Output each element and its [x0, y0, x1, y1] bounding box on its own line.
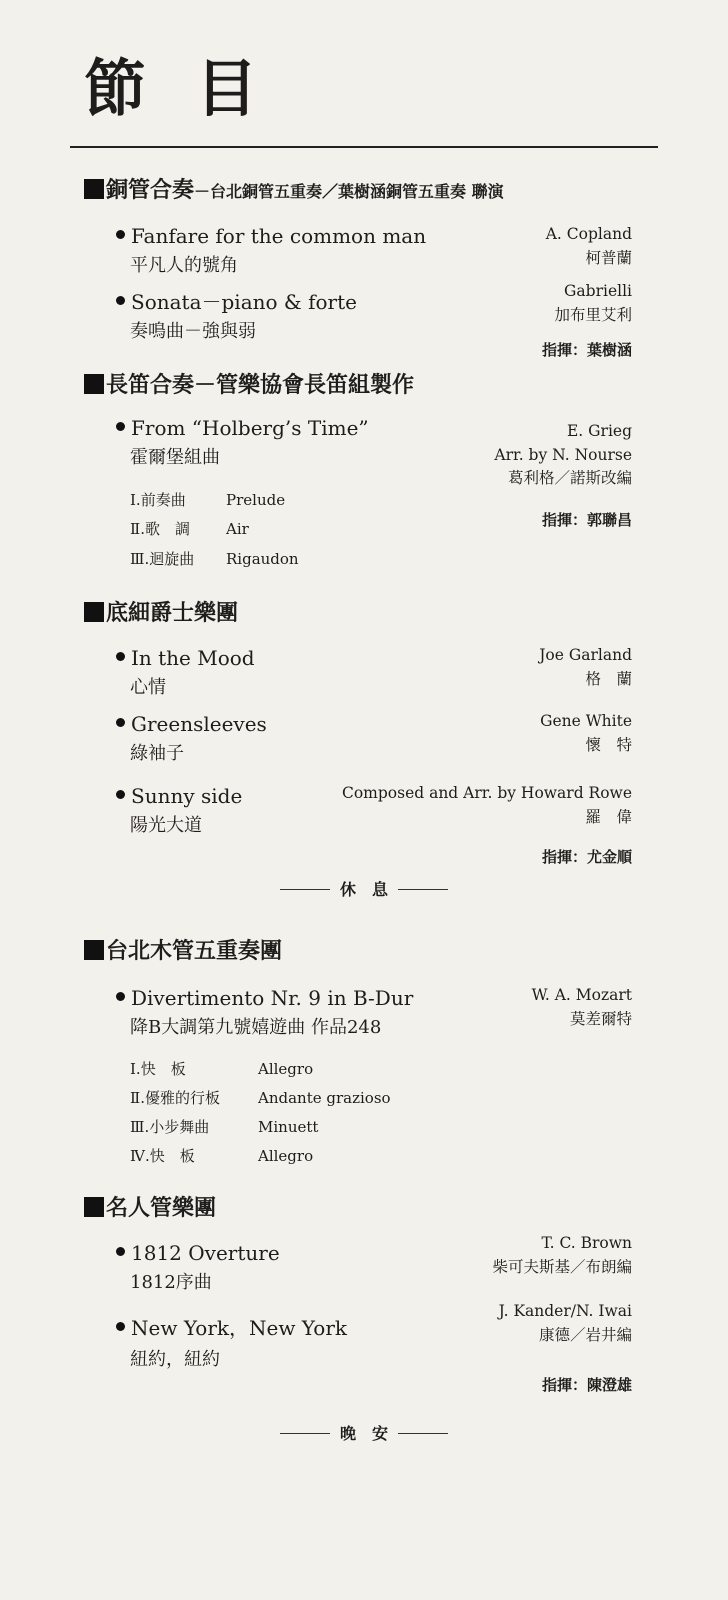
- bullet-icon: [116, 790, 125, 799]
- section-heading-woodwind: 台北木管五重奏團: [84, 940, 282, 963]
- bullet-icon: [116, 1247, 125, 1256]
- composer: E. Grieg Arr. by N. Nourse 葛利格／諾斯改編: [494, 422, 632, 487]
- bullet-icon: [116, 652, 125, 661]
- composer: Joe Garland 格 蘭: [539, 646, 632, 688]
- movement: Ⅰ.前奏曲 Prelude: [130, 491, 286, 509]
- section-heading-brass: 銅管合奏－台北銅管五重奏／葉樹涵銅管五重奏 聯演: [84, 179, 504, 202]
- conductor-label: 指揮：郭聯昌: [541, 511, 632, 529]
- section-heading-celebrity-band: 名人管樂團: [84, 1197, 216, 1220]
- composer: Gabrielli 加布里艾利: [554, 282, 632, 324]
- piece-title-zh: 平凡人的號角: [130, 255, 238, 276]
- title-divider: [70, 146, 658, 148]
- section-heading-jazz: 底細爵士樂團: [84, 602, 238, 625]
- movement: Ⅳ.快 板 Allegro: [130, 1147, 314, 1165]
- composer: W. A. Mozart 莫差爾特: [531, 986, 632, 1028]
- piece-title-zh: 綠袖子: [130, 743, 184, 764]
- piece-title-zh: 奏鳴曲－強與弱: [130, 321, 256, 342]
- conductor-label: 指揮：陳澄雄: [541, 1376, 632, 1394]
- page-title: 節 目: [84, 52, 272, 125]
- square-bullet-icon: [84, 1197, 104, 1217]
- square-bullet-icon: [84, 940, 104, 960]
- composer: T. C. Brown 柴可夫斯基／布朗編: [492, 1234, 632, 1276]
- piece-title-en: From “Holberg’s Time”: [116, 418, 369, 438]
- composer: Gene White 懷 特: [540, 712, 632, 754]
- movement: Ⅲ.迴旋曲 Rigaudon: [130, 550, 299, 568]
- piece-title-zh: 降B大調第九號嬉遊曲 作品248: [130, 1017, 382, 1038]
- composer: A. Copland 柯普蘭: [545, 225, 632, 267]
- piece-title-en: In the Mood: [116, 648, 255, 668]
- composer: Composed and Arr. by Howard Rowe 羅 偉: [341, 784, 632, 826]
- bullet-icon: [116, 992, 125, 1001]
- piece-title-en: Fanfare for the common man: [116, 226, 426, 246]
- composer: J. Kander/N. Iwai 康德／岩井編: [498, 1302, 632, 1344]
- movement: Ⅰ.快 板 Allegro: [130, 1060, 314, 1078]
- square-bullet-icon: [84, 602, 104, 622]
- bullet-icon: [116, 230, 125, 239]
- square-bullet-icon: [84, 374, 104, 394]
- piece-title-en: Sunny side: [116, 786, 242, 806]
- piece-title-en: New York，New York: [116, 1318, 347, 1338]
- piece-title-en: 1812 Overture: [116, 1243, 280, 1263]
- conductor-label: 指揮：葉樹涵: [541, 341, 632, 359]
- bullet-icon: [116, 718, 125, 727]
- movement: Ⅱ.優雅的行板 Andante grazioso: [130, 1089, 391, 1107]
- piece-title-en: Sonata－piano & forte: [116, 292, 357, 312]
- bullet-icon: [116, 422, 125, 431]
- movement: Ⅱ.歌 調 Air: [130, 520, 249, 538]
- intermission-divider: 休 息: [0, 882, 728, 898]
- square-bullet-icon: [84, 179, 104, 199]
- piece-title-zh: 紐約，紐約: [130, 1349, 220, 1370]
- piece-title-zh: 1812序曲: [130, 1272, 212, 1293]
- piece-title-zh: 陽光大道: [130, 815, 202, 836]
- section-heading-flute: 長笛合奏－管樂協會長笛組製作: [84, 374, 414, 397]
- movement: Ⅲ.小步舞曲 Minuett: [130, 1118, 319, 1136]
- piece-title-en: Greensleeves: [116, 714, 267, 734]
- conductor-label: 指揮：尤金順: [541, 848, 632, 866]
- closing-divider: 晚 安: [0, 1426, 728, 1442]
- bullet-icon: [116, 296, 125, 305]
- piece-title-zh: 心情: [130, 677, 166, 698]
- bullet-icon: [116, 1322, 125, 1331]
- piece-title-en: Divertimento Nr. 9 in B-Dur: [116, 988, 413, 1008]
- piece-title-zh: 霍爾堡組曲: [130, 447, 220, 468]
